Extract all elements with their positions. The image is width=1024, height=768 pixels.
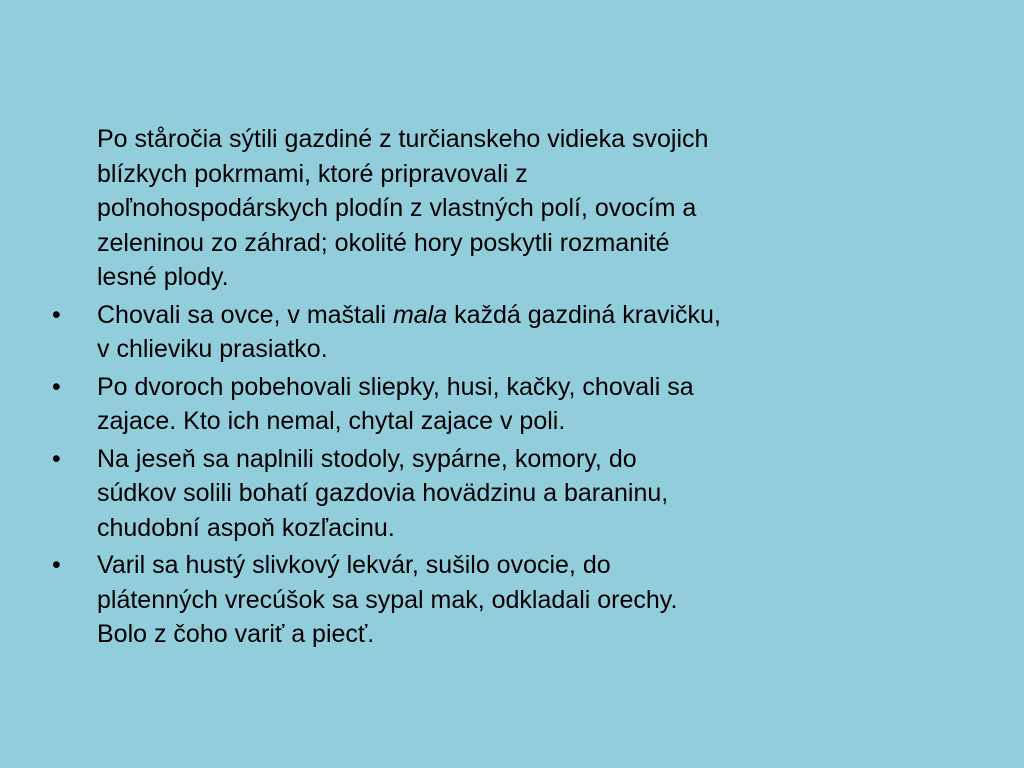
bullet-item (52, 370, 852, 439)
bullet-icon (52, 442, 72, 477)
bullet-line: Varil sa hustý slivkový lekvár, sušilo ovocie, do (97, 551, 611, 579)
bullet-text: Chovali sa ovce, v maštali (97, 300, 393, 329)
intro-line: lesné plody. (97, 263, 229, 291)
intro-line: poľnohospodárskych plodín z vlastných polí, ovocím a (97, 194, 697, 222)
bullet-line: plátenných vrecúšok sa sypal mak, odkladali orechy. (97, 585, 678, 614)
bullet-line: Na jeseň sa naplnili stodoly, sypárne, komory, do (97, 444, 637, 473)
bullet-line (97, 298, 852, 333)
bullet-item (52, 548, 852, 652)
intro-paragraph (52, 122, 852, 295)
bullet-line: súdkov solili bohatí gazdovia hovädzinu a baraninu, (97, 479, 669, 507)
bullet-icon (52, 370, 72, 405)
slide-body (52, 122, 852, 655)
bullet-text: každá gazdiná kravičku, (447, 300, 721, 329)
bullet-line: v chlieviku prasiatko. (97, 335, 328, 363)
intro-line: blízkych pokrmami, ktoré pripravovali z (97, 159, 528, 188)
bullet-line: Bolo z čoho variť a piecť. (97, 620, 375, 648)
bullet-line: Po dvoroch pobehovali sliepky, husi, kačky, chovali sa (97, 372, 694, 401)
bullet-item (52, 298, 852, 367)
bullet-line: zajace. Kto ich nemal, chytal zajace v poli. (97, 407, 566, 435)
bullet-item (52, 442, 852, 546)
bullet-line: chudobní aspoň kozľacinu. (97, 513, 395, 542)
bullet-italic-text: mala (392, 300, 448, 329)
bullet-icon (52, 548, 72, 583)
bullet-icon (52, 298, 72, 333)
intro-line: Po ståročia sýtili gazdiné z turčianskeho vidieka svojich (97, 125, 709, 153)
intro-line: zeleninou zo záhrad; okolité hory poskytli rozmanité (97, 228, 670, 257)
